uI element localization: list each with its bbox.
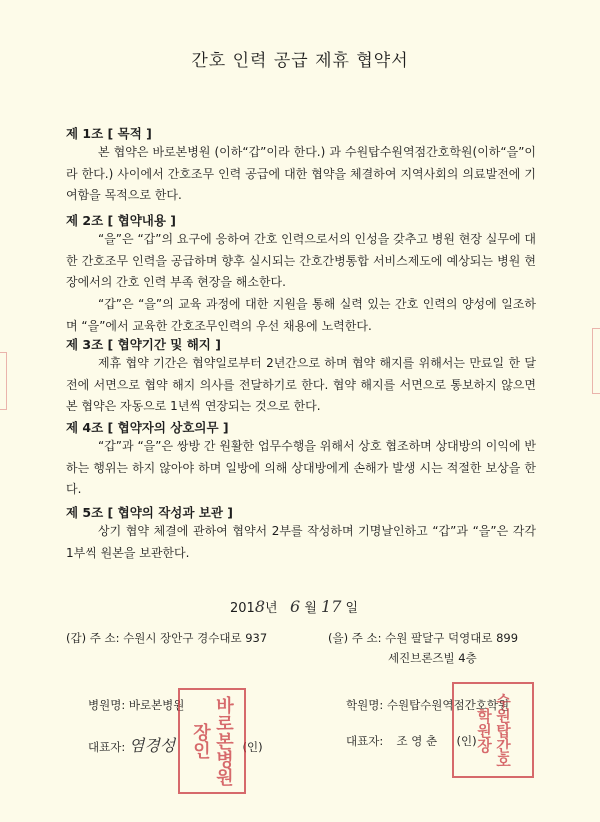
- party-b-seal-mark: (인): [456, 734, 477, 748]
- left-margin-seal-edge: [0, 352, 7, 410]
- party-a-seal-text: 바로본병원장인: [190, 696, 234, 786]
- article-2-paragraph-1: “을”은 “갑”의 요구에 응하여 간호 인력으로서의 인성을 갖추고 병원 현장 실무에 대한 간호조무 인력을 공급하며 향후 실시되는 간호간병통합 서비스제도에 예상되는 병원 현장에서의 간호 인력 부족 현장을 해소한다.: [66, 232, 536, 289]
- article-4-paragraph: “갑”과 “을”은 쌍방 간 원활한 업무수행을 위해서 상호 협조하며 상대방의 이익에 반하는 행위는 하지 않아야 하며 일방에 의해 상대방에게 손해가 발생 시는 적절한 보상을 한다.: [66, 439, 536, 496]
- date-year-suffix: 년: [265, 601, 278, 616]
- article-2-heading: 제 2조 [ 협약내용 ]: [66, 213, 176, 228]
- date-day-suffix: 일: [345, 601, 359, 616]
- article-5-heading: 제 5조 [ 협약의 작성과 보관 ]: [66, 505, 233, 520]
- article-5-paragraph: 상기 협약 체결에 관하여 협약서 2부를 작성하며 기명날인하고 “갑”과 “을”은 각각 1부씩 원본을 보관한다.: [66, 524, 536, 560]
- party-a-address-label: (갑) 주 소:: [66, 631, 120, 645]
- date-year-handwritten: 8: [254, 597, 266, 616]
- article-1-heading: 제 1조 [ 목적 ]: [66, 126, 152, 141]
- article-4-heading: 제 4조 [ 협약자의 상호의무 ]: [66, 420, 229, 435]
- article-3-heading: 제 3조 [ 협약기간 및 해지 ]: [66, 337, 221, 352]
- party-a-name-label: 병원명:: [88, 698, 126, 712]
- party-a-name: 바로본병원: [128, 698, 185, 712]
- party-a-signature: 염경성: [128, 736, 176, 755]
- party-a-address: [66, 628, 267, 648]
- right-margin-seal-edge: [592, 328, 600, 394]
- party-b-address: [328, 628, 518, 668]
- party-a-name-row: [88, 697, 184, 713]
- article-3-paragraph: 제휴 협약 기간은 협약일로부터 2년간으로 하며 협약 해지를 위해서는 만료일 한 달 전에 서면으로 협약 해지 의사를 전달하기로 한다. 협약 해지를 서면으로 통보하지 않으면 본 협약은 자동으로 1년씩 연장되는 것으로 한다.: [66, 356, 536, 413]
- party-a-address-value: 수원시 장안구 경수대로 937: [123, 631, 268, 645]
- date-month-suffix: 월: [304, 601, 317, 616]
- date-year-prefix: 201: [230, 601, 255, 616]
- party-b-rep-name: 조 영 춘: [396, 734, 438, 748]
- party-b-seal-text: 수원탑간호학원장: [475, 692, 512, 768]
- party-b-seal-stamp: [452, 682, 534, 778]
- date-day-handwritten: 17: [321, 597, 342, 616]
- agreement-date: [230, 597, 358, 616]
- party-a-seal-mark: (인): [242, 740, 263, 754]
- party-b-rep-label: 대표자:: [346, 734, 384, 748]
- article-2-paragraph-2: “갑”은 “을”의 교육 과정에 대한 지원을 통해 실력 있는 간호 인력의 양성에 일조하며 “을”에서 교육한 간호조무인력의 우선 채용에 노력한다.: [66, 297, 536, 333]
- party-a-seal-stamp: [178, 688, 246, 794]
- article-1-paragraph: 본 협약은 바로본병원 (이하“갑”이라 한다.) 과 수원탑수원역점간호학원(이하“을”이라 한다.) 사이에서 간호조무 인력 공급에 대한 협약을 체결하여 지역사회의 의료발전에 기여함을 목적으로 한다.: [66, 145, 536, 202]
- party-b-address-label: (을) 주 소:: [328, 631, 382, 645]
- party-b-name-label: 학원명:: [346, 698, 384, 712]
- party-b-address-line1: 수원 팔달구 덕영대로 899: [385, 631, 519, 645]
- document-title: 간호 인력 공급 제휴 협약서: [191, 51, 409, 71]
- party-b-address-line2: 세진브론즈빌 4층: [388, 651, 477, 665]
- date-month-handwritten: 6: [289, 597, 301, 616]
- party-a-rep-label: 대표자:: [88, 740, 126, 754]
- party-b-name: 수원탑수원역점간호학원: [386, 698, 510, 712]
